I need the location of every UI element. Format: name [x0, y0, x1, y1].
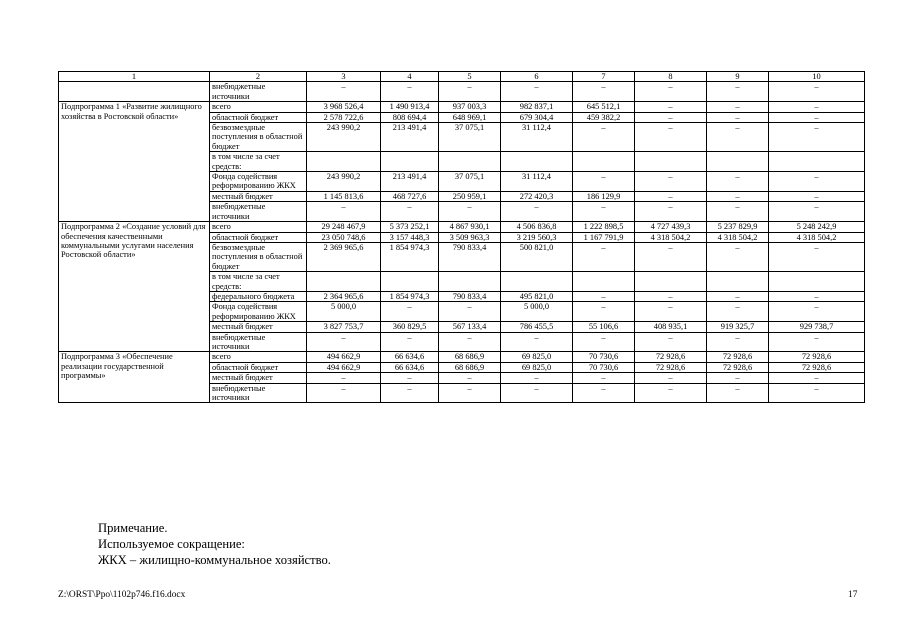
- amount-cell: –: [573, 373, 635, 383]
- amount-cell: 5 000,0: [307, 302, 381, 322]
- amount-cell: –: [707, 332, 769, 352]
- amount-cell: 4 318 504,2: [769, 232, 865, 242]
- amount-cell: –: [635, 82, 707, 102]
- amount-cell: 5 000,0: [501, 302, 573, 322]
- amount-cell: –: [635, 172, 707, 192]
- amount-cell: –: [501, 82, 573, 102]
- amount-cell: –: [573, 383, 635, 403]
- amount-cell: 1 167 791,9: [573, 232, 635, 242]
- amount-cell: 4 727 439,3: [635, 222, 707, 232]
- amount-cell: –: [707, 383, 769, 403]
- note-line-definition: ЖКХ – жилищно-коммунальное хозяйство.: [98, 553, 331, 567]
- amount-cell: [307, 152, 381, 172]
- amount-cell: 468 727,6: [381, 191, 439, 201]
- funding-source-cell: федерального бюджета: [210, 291, 307, 301]
- amount-cell: –: [707, 191, 769, 201]
- amount-cell: –: [501, 373, 573, 383]
- amount-cell: 272 420,3: [501, 191, 573, 201]
- note-title: Примечание.: [98, 521, 168, 535]
- amount-cell: –: [707, 102, 769, 112]
- funding-source-cell: в том числе за счет средств:: [210, 272, 307, 292]
- program-name-cell: Подпрограмма 2 «Создание условий для обеспечения качественными коммунальными услугами населения Ростовской области»: [59, 222, 210, 352]
- funding-source-cell: местный бюджет: [210, 322, 307, 332]
- funding-source-cell: областной бюджет: [210, 362, 307, 372]
- amount-cell: –: [769, 242, 865, 271]
- funding-source-cell: областной бюджет: [210, 232, 307, 242]
- amount-cell: –: [573, 332, 635, 352]
- amount-cell: –: [769, 123, 865, 152]
- amount-cell: 31 112,4: [501, 123, 573, 152]
- amount-cell: 3 219 560,3: [501, 232, 573, 242]
- amount-cell: [501, 152, 573, 172]
- funding-source-cell: областной бюджет: [210, 112, 307, 122]
- amount-cell: –: [769, 191, 865, 201]
- funding-source-cell: всего: [210, 352, 307, 362]
- amount-cell: –: [635, 291, 707, 301]
- amount-cell: –: [769, 373, 865, 383]
- amount-cell: [307, 272, 381, 292]
- amount-cell: –: [707, 112, 769, 122]
- amount-cell: –: [573, 202, 635, 222]
- amount-cell: –: [635, 302, 707, 322]
- amount-cell: –: [707, 373, 769, 383]
- amount-cell: –: [501, 332, 573, 352]
- amount-cell: 72 928,6: [769, 352, 865, 362]
- amount-cell: [439, 272, 501, 292]
- amount-cell: –: [439, 332, 501, 352]
- amount-cell: –: [635, 112, 707, 122]
- amount-cell: 72 928,6: [707, 362, 769, 372]
- funding-source-cell: местный бюджет: [210, 373, 307, 383]
- amount-cell: [381, 272, 439, 292]
- funding-source-cell: всего: [210, 222, 307, 232]
- amount-cell: 5 373 252,1: [381, 222, 439, 232]
- amount-cell: –: [439, 82, 501, 102]
- funding-source-cell: безвозмездные поступления в областной бюджет: [210, 123, 307, 152]
- amount-cell: 243 990,2: [307, 123, 381, 152]
- header-cell: 6: [501, 72, 573, 82]
- amount-cell: 790 833,4: [439, 291, 501, 301]
- amount-cell: 3 157 448,3: [381, 232, 439, 242]
- amount-cell: 567 133,4: [439, 322, 501, 332]
- table-body: [59, 72, 865, 403]
- amount-cell: –: [635, 383, 707, 403]
- amount-cell: –: [769, 112, 865, 122]
- amount-cell: –: [635, 123, 707, 152]
- header-cell: 4: [381, 72, 439, 82]
- amount-cell: [635, 152, 707, 172]
- amount-cell: –: [769, 202, 865, 222]
- amount-cell: [439, 152, 501, 172]
- amount-cell: 1 854 974,3: [381, 291, 439, 301]
- amount-cell: –: [307, 202, 381, 222]
- funding-source-cell: Фонда содействия реформированию ЖКХ: [210, 172, 307, 192]
- amount-cell: 243 990,2: [307, 172, 381, 192]
- amount-cell: 37 075,1: [439, 172, 501, 192]
- header-row: [59, 72, 865, 82]
- amount-cell: [573, 272, 635, 292]
- amount-cell: –: [573, 291, 635, 301]
- amount-cell: –: [769, 332, 865, 352]
- amount-cell: 494 662,9: [307, 362, 381, 372]
- amount-cell: 919 325,7: [707, 322, 769, 332]
- amount-cell: [707, 272, 769, 292]
- amount-cell: 929 738,7: [769, 322, 865, 332]
- amount-cell: 648 969,1: [439, 112, 501, 122]
- amount-cell: 186 129,9: [573, 191, 635, 201]
- amount-cell: 72 928,6: [635, 352, 707, 362]
- amount-cell: –: [769, 383, 865, 403]
- amount-cell: –: [573, 123, 635, 152]
- amount-cell: –: [501, 202, 573, 222]
- amount-cell: –: [707, 302, 769, 322]
- amount-cell: –: [381, 202, 439, 222]
- amount-cell: 70 730,6: [573, 352, 635, 362]
- amount-cell: –: [707, 172, 769, 192]
- footer-page-number: 17: [848, 590, 858, 600]
- amount-cell: 70 730,6: [573, 362, 635, 372]
- amount-cell: 31 112,4: [501, 172, 573, 192]
- amount-cell: –: [769, 302, 865, 322]
- amount-cell: 68 686,9: [439, 362, 501, 372]
- amount-cell: –: [769, 102, 865, 112]
- amount-cell: 37 075,1: [439, 123, 501, 152]
- amount-cell: 790 833,4: [439, 242, 501, 271]
- amount-cell: 459 382,2: [573, 112, 635, 122]
- amount-cell: –: [635, 102, 707, 112]
- header-cell: 3: [307, 72, 381, 82]
- amount-cell: 494 662,9: [307, 352, 381, 362]
- amount-cell: 1 222 898,5: [573, 222, 635, 232]
- header-cell: 9: [707, 72, 769, 82]
- amount-cell: [635, 272, 707, 292]
- amount-cell: –: [381, 332, 439, 352]
- footer-file-path: Z:\ORST\Ppo\1102p746.f16.docx: [58, 590, 186, 600]
- amount-cell: 29 248 467,9: [307, 222, 381, 232]
- table-row: [59, 352, 865, 362]
- amount-cell: 1 145 813,6: [307, 191, 381, 201]
- amount-cell: 55 106,6: [573, 322, 635, 332]
- program-name-cell: Подпрограмма 1 «Развитие жилищного хозяйства в Ростовской области»: [59, 102, 210, 222]
- amount-cell: 3 968 526,4: [307, 102, 381, 112]
- funding-source-cell: местный бюджет: [210, 191, 307, 201]
- amount-cell: –: [381, 82, 439, 102]
- amount-cell: –: [707, 291, 769, 301]
- table-row: [59, 222, 865, 232]
- amount-cell: 250 959,1: [439, 191, 501, 201]
- funding-source-cell: внебюджетные источники: [210, 332, 307, 352]
- budget-table: [58, 71, 865, 403]
- amount-cell: 4 318 504,2: [635, 232, 707, 242]
- amount-cell: –: [381, 302, 439, 322]
- amount-cell: 69 825,0: [501, 352, 573, 362]
- amount-cell: 937 003,3: [439, 102, 501, 112]
- amount-cell: –: [439, 383, 501, 403]
- amount-cell: 1 854 974,3: [381, 242, 439, 271]
- amount-cell: –: [635, 332, 707, 352]
- amount-cell: [573, 152, 635, 172]
- amount-cell: 679 304,4: [501, 112, 573, 122]
- amount-cell: –: [381, 383, 439, 403]
- funding-source-cell: в том числе за счет средств:: [210, 152, 307, 172]
- amount-cell: 72 928,6: [707, 352, 769, 362]
- amount-cell: 3 827 753,7: [307, 322, 381, 332]
- amount-cell: –: [707, 123, 769, 152]
- note-line-abbreviation: Используемое сокращение:: [98, 537, 245, 551]
- amount-cell: –: [573, 302, 635, 322]
- amount-cell: 4 506 836,8: [501, 222, 573, 232]
- amount-cell: –: [439, 202, 501, 222]
- amount-cell: 808 694,4: [381, 112, 439, 122]
- amount-cell: –: [769, 82, 865, 102]
- amount-cell: [381, 152, 439, 172]
- amount-cell: –: [307, 82, 381, 102]
- amount-cell: 982 837,1: [501, 102, 573, 112]
- amount-cell: –: [707, 82, 769, 102]
- funding-source-cell: всего: [210, 102, 307, 112]
- header-cell: 5: [439, 72, 501, 82]
- header-cell: 8: [635, 72, 707, 82]
- amount-cell: –: [635, 242, 707, 271]
- program-name-cell: [59, 82, 210, 102]
- amount-cell: –: [439, 373, 501, 383]
- amount-cell: 408 935,1: [635, 322, 707, 332]
- amount-cell: 786 455,5: [501, 322, 573, 332]
- table-row: [59, 82, 865, 102]
- amount-cell: [707, 152, 769, 172]
- funding-source-cell: внебюджетные источники: [210, 383, 307, 403]
- header-cell: 2: [210, 72, 307, 82]
- amount-cell: 213 491,4: [381, 123, 439, 152]
- funding-source-cell: внебюджетные источники: [210, 202, 307, 222]
- amount-cell: –: [769, 291, 865, 301]
- amount-cell: –: [707, 202, 769, 222]
- header-cell: 10: [769, 72, 865, 82]
- program-name-cell: Подпрограмма 3 «Обеспечение реализации государственной программы»: [59, 352, 210, 403]
- amount-cell: 2 364 965,6: [307, 291, 381, 301]
- amount-cell: 2 369 965,6: [307, 242, 381, 271]
- amount-cell: 66 634,6: [381, 362, 439, 372]
- amount-cell: 23 050 748,6: [307, 232, 381, 242]
- amount-cell: 5 248 242,9: [769, 222, 865, 232]
- amount-cell: –: [307, 332, 381, 352]
- amount-cell: 360 829,5: [381, 322, 439, 332]
- note-block: [98, 520, 331, 568]
- table-row: [59, 102, 865, 112]
- amount-cell: 5 237 829,9: [707, 222, 769, 232]
- amount-cell: 72 928,6: [635, 362, 707, 372]
- amount-cell: 66 634,6: [381, 352, 439, 362]
- amount-cell: –: [635, 191, 707, 201]
- amount-cell: –: [635, 373, 707, 383]
- amount-cell: 500 821,0: [501, 242, 573, 271]
- amount-cell: 68 686,9: [439, 352, 501, 362]
- amount-cell: –: [439, 302, 501, 322]
- amount-cell: 1 490 913,4: [381, 102, 439, 112]
- amount-cell: 645 512,1: [573, 102, 635, 112]
- amount-cell: 72 928,6: [769, 362, 865, 372]
- amount-cell: –: [307, 373, 381, 383]
- amount-cell: –: [573, 242, 635, 271]
- amount-cell: –: [635, 202, 707, 222]
- amount-cell: 3 509 963,3: [439, 232, 501, 242]
- amount-cell: [501, 272, 573, 292]
- amount-cell: [769, 152, 865, 172]
- funding-source-cell: безвозмездные поступления в областной бюджет: [210, 242, 307, 271]
- header-cell: 1: [59, 72, 210, 82]
- amount-cell: 4 867 930,1: [439, 222, 501, 232]
- amount-cell: –: [769, 172, 865, 192]
- amount-cell: [769, 272, 865, 292]
- amount-cell: –: [573, 82, 635, 102]
- amount-cell: 495 821,0: [501, 291, 573, 301]
- funding-source-cell: внебюджетные источники: [210, 82, 307, 102]
- amount-cell: 69 825,0: [501, 362, 573, 372]
- amount-cell: –: [707, 242, 769, 271]
- header-cell: 7: [573, 72, 635, 82]
- amount-cell: 2 578 722,6: [307, 112, 381, 122]
- amount-cell: 213 491,4: [381, 172, 439, 192]
- amount-cell: –: [501, 383, 573, 403]
- funding-source-cell: Фонда содействия реформированию ЖКХ: [210, 302, 307, 322]
- amount-cell: –: [573, 172, 635, 192]
- amount-cell: 4 318 504,2: [707, 232, 769, 242]
- amount-cell: –: [307, 383, 381, 403]
- amount-cell: –: [381, 373, 439, 383]
